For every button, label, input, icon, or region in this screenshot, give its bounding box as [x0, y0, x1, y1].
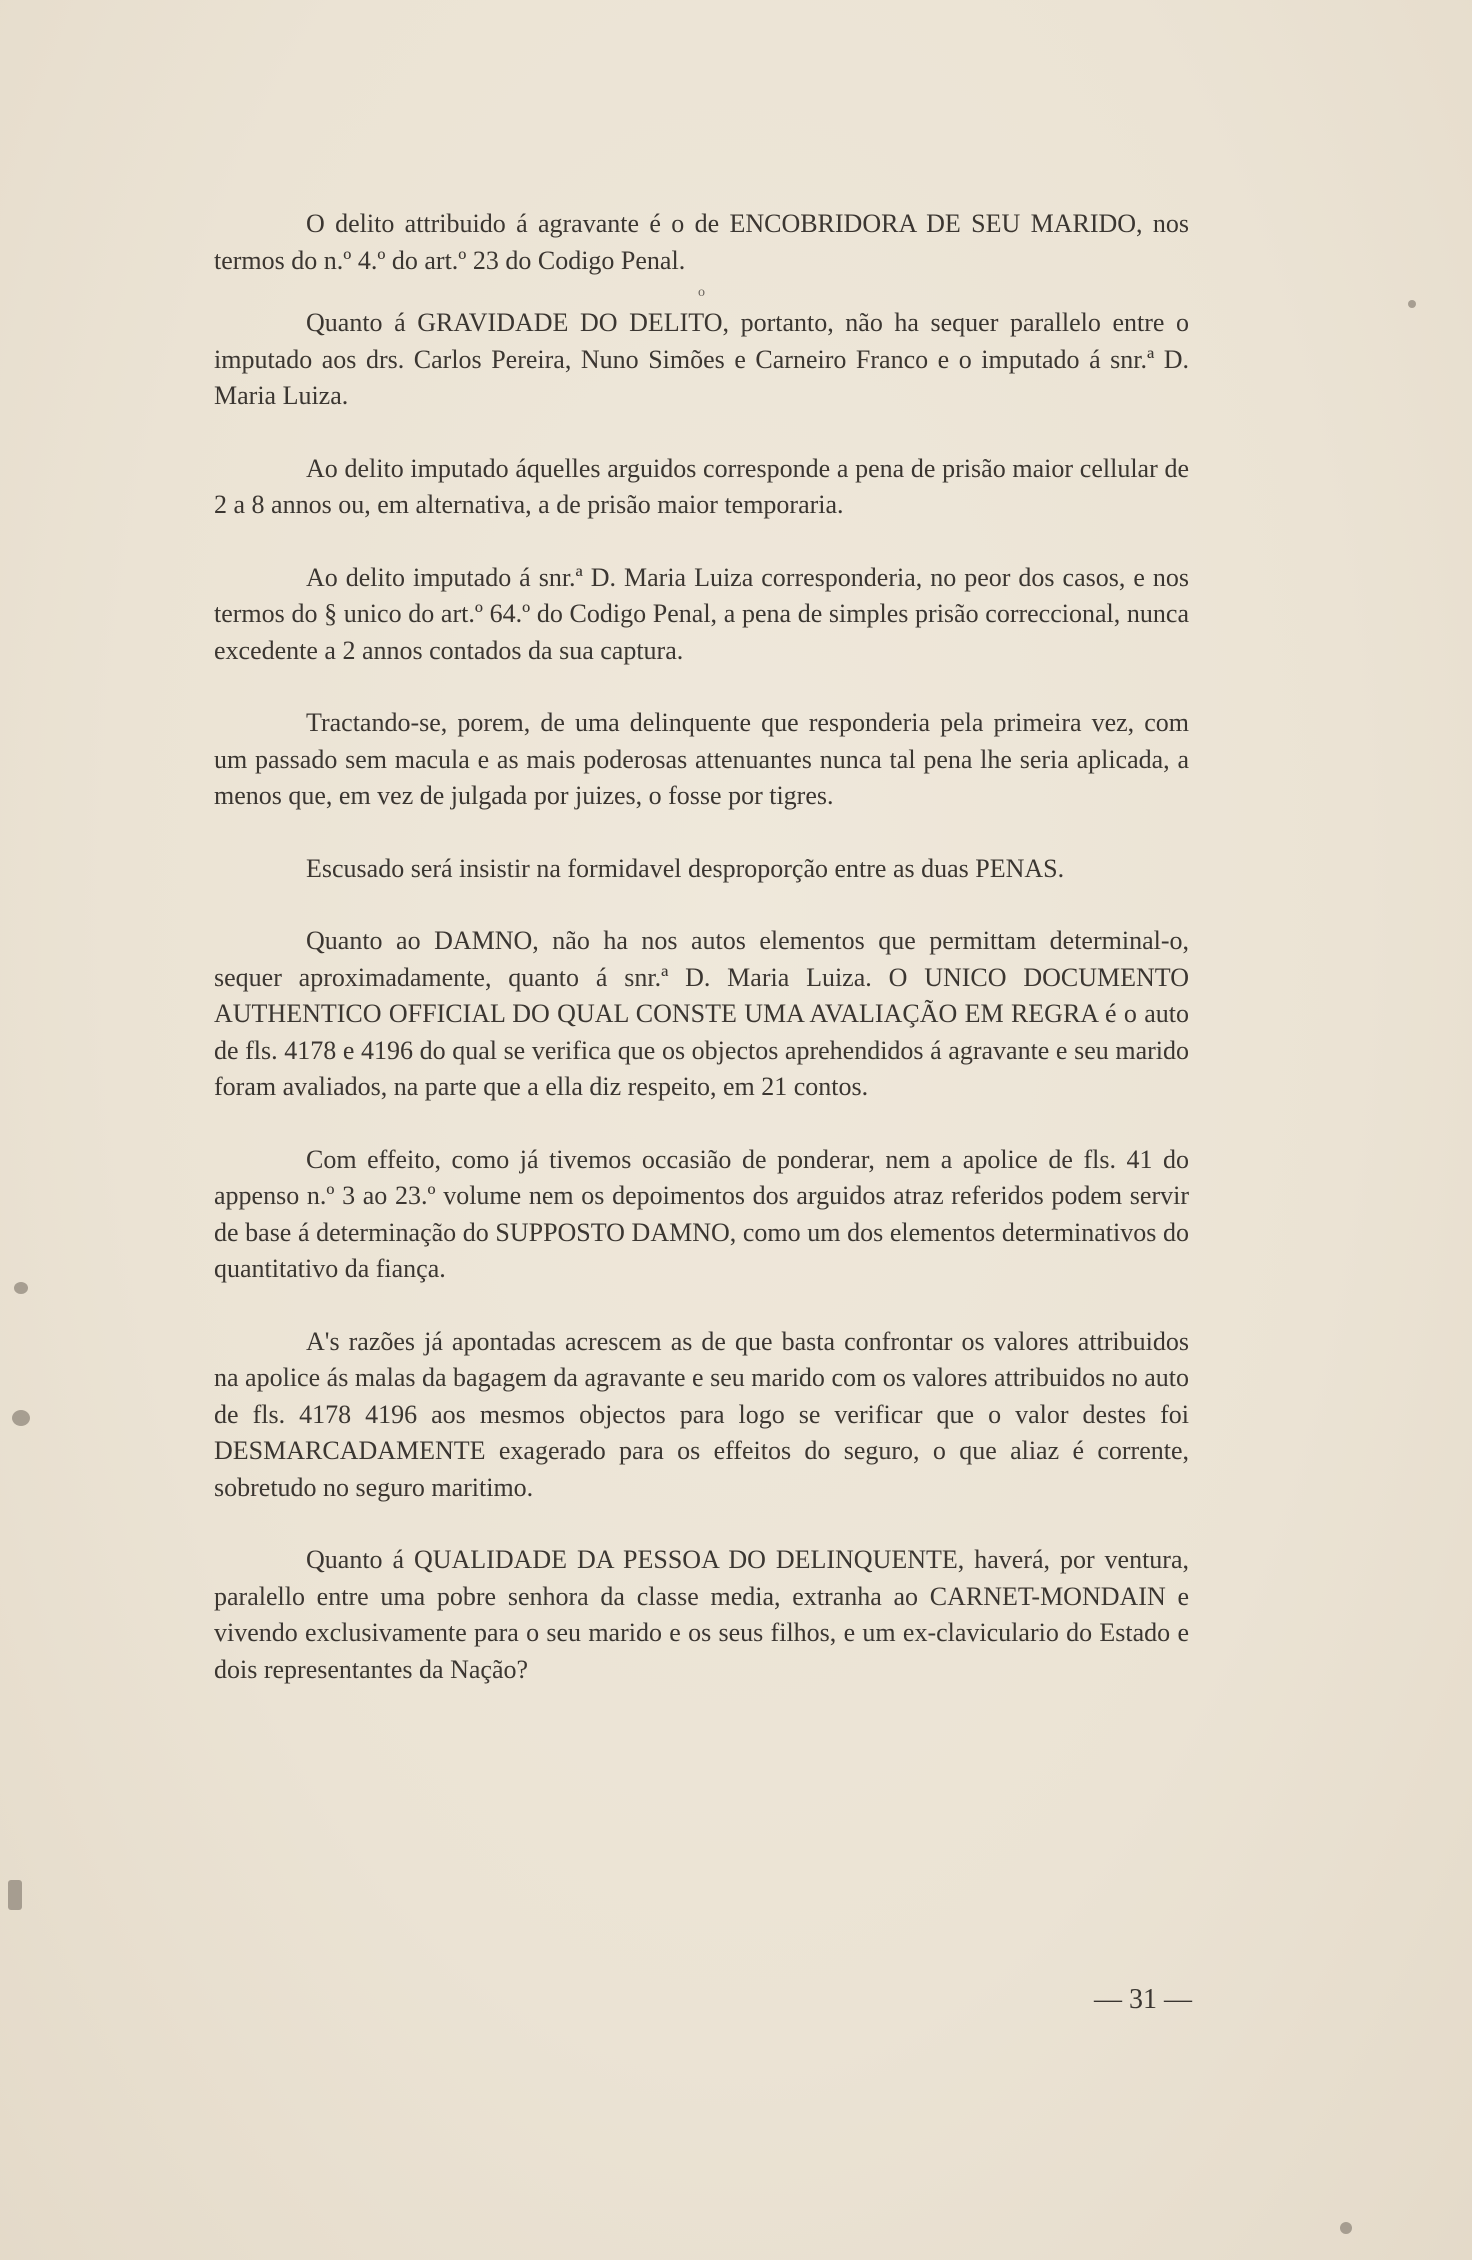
paragraph-6: Escusado será insistir na formidavel desproporção entre as duas PENAS.: [306, 853, 1065, 883]
binding-mark-1: [14, 1282, 28, 1294]
paragraph-4: Ao delito imputado á snr.ª D. Maria Luiza corresponderia, no peor dos casos, e nos termos do § unico do art.º 64.º do Codigo Penal, a pena de simples prisão correccional, nunca excedente a 2 annos contados da sua captura.: [214, 562, 1189, 665]
divider-mark: o: [698, 285, 705, 300]
paragraph-3: Ao delito imputado áquelles arguidos corresponde a pena de prisão maior cellular de 2 a 8 annos ou, em alternativa, a de prisão maior temporaria.: [214, 453, 1189, 519]
paragraph-1: O delito attribuido á agravante é o de ENCOBRIDORA DE SEU MARIDO, nos termos do n.º 4.º do art.º 23 do Codigo Penal.: [214, 209, 1189, 275]
document-body: [214, 206, 1189, 1688]
binding-mark-4: [1340, 2222, 1352, 2234]
binding-mark-3: [8, 1880, 22, 1910]
paragraph-7: Quanto ao DAMNO, não ha nos autos elementos que permittam determinal-o, sequer aproximadamente, quanto á snr.ª D. Maria Luiza. O UNICO DOCUMENTO AUTHENTICO OFFICIAL DO QUAL CONSTE UMA AVALIAÇÃO EM REGRA é o auto de fls. 4178 e 4196 do qual se verifica que os objectos aprehendidos á agravante e seu marido foram avaliados, na parte que a ella diz respeito, em 21 contos.: [214, 926, 1189, 1101]
paragraph-2: Quanto á GRAVIDADE DO DELITO, portanto, não ha sequer parallelo entre o imputado aos drs. Carlos Pereira, Nuno Simões e Carneiro Franco e o imputado á snr.ª D. Maria Luiza.: [214, 308, 1189, 410]
paragraph-10: Quanto á QUALIDADE DA PESSOA DO DELINQUENTE, haverá, por ventura, paralello entre uma pobre senhora da classe media, extranha ao CARNET-MONDAIN e vivendo exclusivamente para o seu marido e os seus filhos, e um ex-claviculario do Estado e dois representantes da Nação?: [214, 1545, 1189, 1684]
paragraph-9: A's razões já apontadas acrescem as de que basta confrontar os valores attribuidos na apolice ás malas da bagagem da agravante e seu marido com os valores attribuidos no auto de fls. 4178 4196 aos mesmos objectos para logo se verificar que o valor destes foi DESMARCADAMENTE exagerado para os effeitos do seguro, o que aliaz é corrente, sobretudo no seguro maritimo.: [214, 1326, 1189, 1502]
page-number: — 31 —: [1094, 1984, 1192, 2015]
paragraph-8: Com effeito, como já tivemos occasião de ponderar, nem a apolice de fls. 41 do appenso n.º 3 ao 23.º volume nem os depoimentos dos arguidos atraz referidos podem servir de base á determinação do SUPPOSTO DAMNO, como um dos elementos determinativos do quantitativo da fiança.: [214, 1144, 1189, 1283]
binding-mark-5: [1408, 300, 1416, 308]
paragraph-5: Tractando-se, porem, de uma delinquente que responderia pela primeira vez, com um passado sem macula e as mais poderosas attenuantes nunca tal pena lhe seria aplicada, a menos que, em vez de julgada por juizes, o fosse por tigres.: [214, 708, 1189, 810]
binding-mark-2: [12, 1410, 30, 1426]
